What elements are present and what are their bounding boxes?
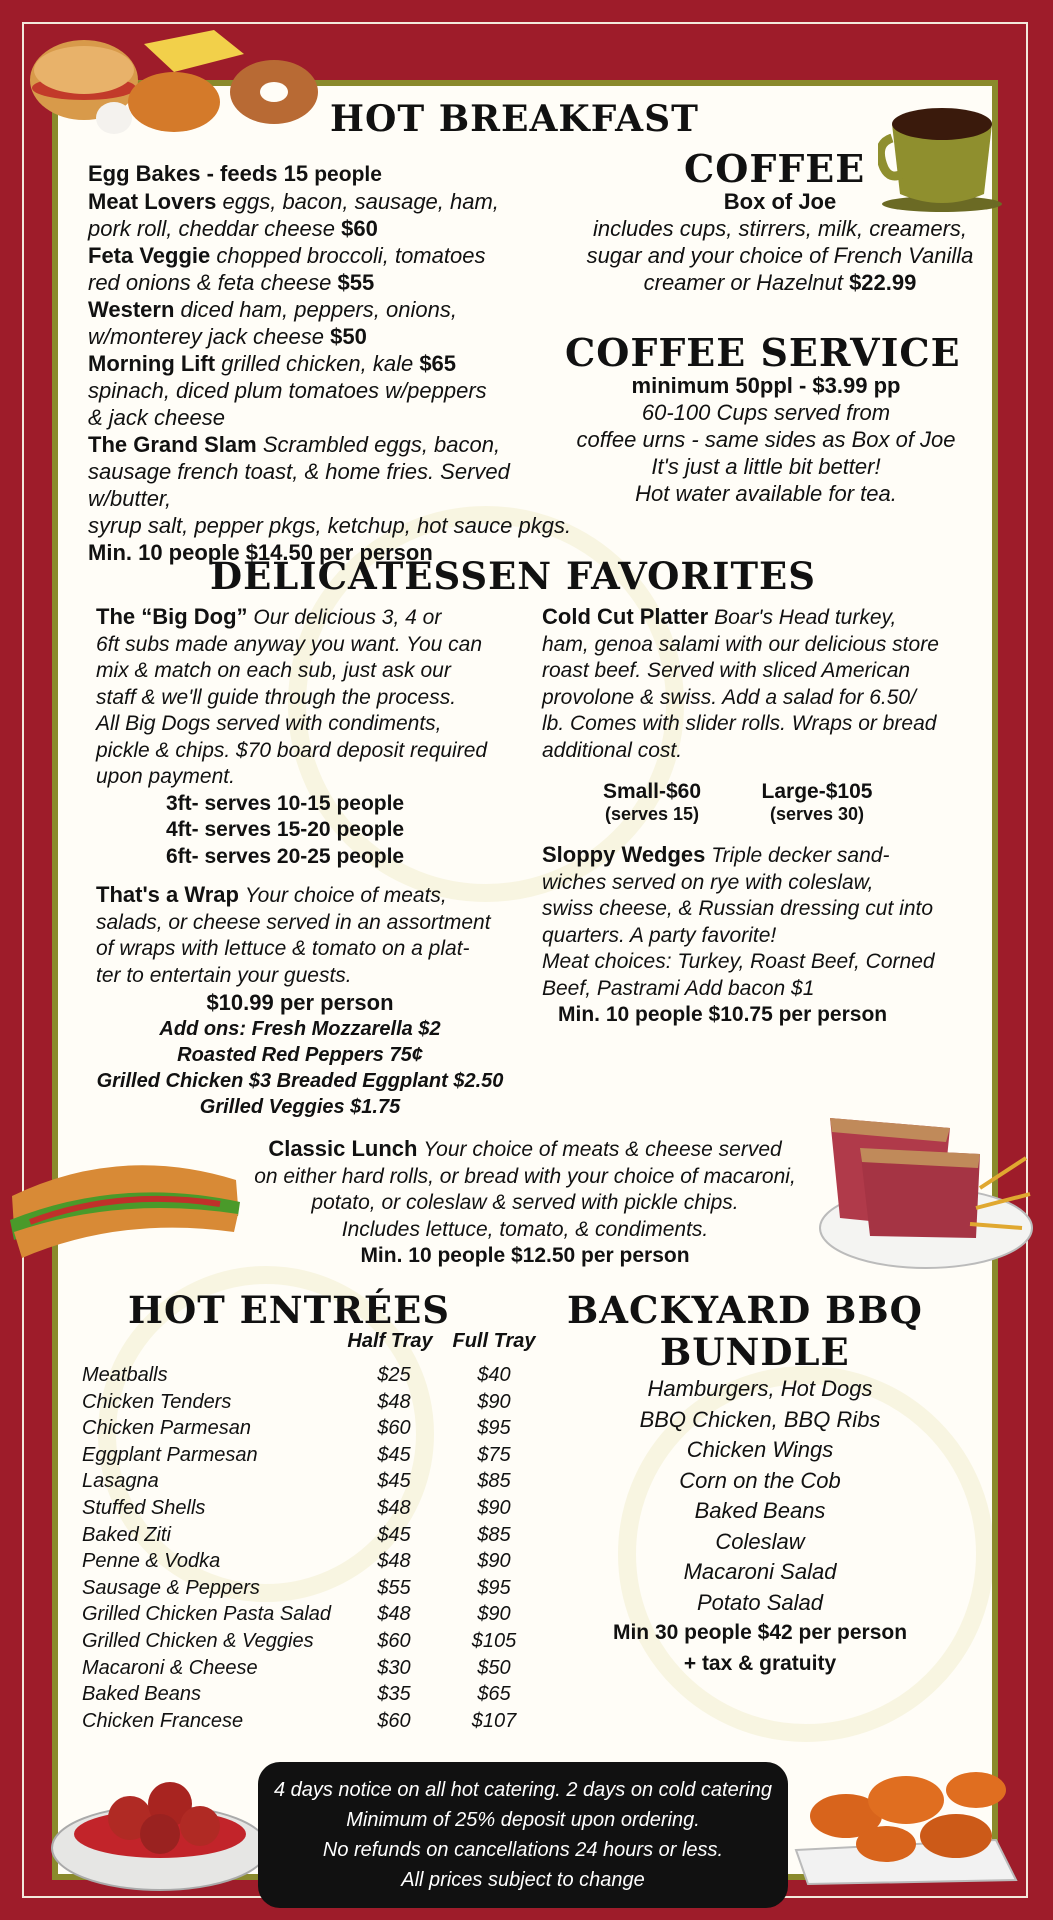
bbq-item: Baked Beans [694, 1498, 826, 1523]
coffee-section [580, 188, 980, 296]
table-row [82, 1444, 562, 1470]
sloppy-section [542, 842, 992, 1029]
coffee-desc: creamer or Hazelnut $22.99 [643, 270, 917, 295]
half-tray-price: $48 [377, 1550, 411, 1573]
cold-cut-small-serves: (serves 15) [604, 804, 700, 824]
half-tray-price: $25 [377, 1364, 411, 1386]
entree-name: Penne & Vodka [82, 1550, 221, 1573]
full-tray-price: $85 [477, 1523, 511, 1546]
full-tray-price: $90 [477, 1390, 511, 1413]
egg-bakes-suffix: people [314, 163, 382, 186]
big-dog-desc: pickle & chips. $70 board deposit required [96, 738, 488, 762]
big-dog-desc: All Big Dogs served with condiments, [96, 712, 442, 735]
big-dog-name: The “Big Dog” [96, 604, 248, 629]
wrap-desc: of wraps with lettuce & tomato on a plat- [96, 937, 470, 960]
hot-breakfast-section [88, 160, 578, 566]
table-row [82, 1417, 562, 1443]
table-row [82, 1710, 562, 1736]
classic-lunch-desc: potato, or coleslaw & served with pickle chips. [311, 1191, 739, 1214]
breakfast-pastries-icon [14, 14, 324, 140]
big-dog-size: 6ft- serves 20-25 people [166, 844, 405, 868]
deli-title: DELICATESSEN FAVORITES [210, 554, 816, 598]
wrap-price: $10.99 per person [206, 990, 394, 1015]
table-row [82, 1683, 562, 1709]
table-row [82, 1657, 562, 1683]
hot-entrees-table [82, 1330, 562, 1730]
notice-line: 4 days notice on all hot catering. 2 days on cold catering [273, 1779, 773, 1801]
entree-name: Grilled Chicken Pasta Salad [82, 1603, 332, 1626]
classic-lunch-name: Classic Lunch [268, 1136, 418, 1161]
half-tray-price: $60 [377, 1630, 411, 1652]
cold-cut-desc: additional cost. [542, 738, 683, 762]
coffee-service-subtitle: minimum 50ppl - $3.99 pp [631, 373, 901, 398]
table-row [82, 1630, 562, 1656]
sloppy-desc: Meat choices: Turkey, Roast Beef, Corned [542, 950, 935, 973]
half-tray-price: $48 [377, 1497, 411, 1519]
entree-name: Chicken Parmesan [82, 1417, 251, 1440]
notice-line: All prices subject to change [401, 1869, 645, 1891]
big-dog-size: 3ft- serves 10-15 people [166, 791, 405, 815]
big-dog-desc: upon payment. [96, 765, 235, 788]
menu-item-detail: w/monterey jack cheese $50 [88, 324, 367, 349]
half-tray-price: $48 [377, 1390, 411, 1413]
coffee-service-line: coffee urns - same sides as Box of Joe [576, 427, 956, 452]
cold-cut-name: Cold Cut Platter [542, 604, 709, 629]
cold-cut-large [747, 780, 887, 825]
sloppy-min: Min. 10 people $10.75 per person [558, 1003, 888, 1026]
wrap-section [96, 882, 536, 989]
table-row [82, 1603, 562, 1629]
full-tray-price: $90 [477, 1497, 511, 1519]
table-row [82, 1470, 562, 1496]
bbq-item: Hamburgers, Hot Dogs [647, 1376, 873, 1401]
big-dog-desc: Our delicious 3, 4 or [253, 606, 442, 629]
entree-name: Macaroni & Cheese [82, 1656, 258, 1679]
menu-item-detail: sausage french toast, & home fries. Served w/butter, [88, 459, 510, 511]
half-tray-price: $55 [377, 1576, 411, 1599]
entree-name: Baked Beans [82, 1683, 201, 1706]
table-header: Full Tray [452, 1330, 536, 1352]
classic-lunch-desc: Your choice of meats & cheese served [423, 1138, 782, 1161]
full-tray-price: $95 [477, 1576, 511, 1599]
wrap-pricing [80, 990, 520, 1120]
menu-item: Western diced ham, peppers, onions, [88, 297, 457, 322]
entree-name: Lasagna [82, 1470, 159, 1493]
menu-item-detail: syrup salt, pepper pkgs, ketchup, hot sauce pkgs. [88, 513, 572, 538]
half-tray-price: $48 [377, 1603, 411, 1626]
classic-lunch-desc: Includes lettuce, tomato, & condiments. [341, 1217, 709, 1241]
full-tray-price: $107 [471, 1709, 517, 1732]
cold-cut-small-price: Small-$60 [602, 780, 702, 803]
entree-name: Meatballs [82, 1364, 168, 1386]
table-row [82, 1497, 562, 1523]
sloppy-desc: Triple decker sand- [711, 844, 890, 867]
full-tray-price: $90 [477, 1550, 511, 1573]
entree-name: Baked Ziti [82, 1523, 171, 1546]
sloppy-desc: quarters. A party favorite! [542, 923, 777, 947]
menu-item-detail: red onions & feta cheese $55 [88, 270, 375, 295]
bbq-min: + tax & gratuity [683, 1651, 837, 1675]
cold-cut-desc: ham, genoa salami with our delicious store [542, 632, 939, 656]
notice-line: No refunds on cancellations 24 hours or less. [322, 1839, 724, 1861]
big-dog-desc: mix & match on each sub, just ask our [96, 659, 451, 682]
wrap-addon: Add ons: Fresh Mozzarella $2 [159, 1018, 441, 1040]
coffee-subtitle: Box of Joe [723, 189, 837, 214]
big-dog-desc: 6ft subs made anyway you want. You can [96, 632, 483, 656]
big-dog-desc: staff & we'll guide through the process. [96, 685, 457, 709]
full-tray-price: $95 [477, 1417, 511, 1440]
half-tray-price: $45 [377, 1470, 411, 1493]
half-tray-price: $45 [377, 1523, 411, 1546]
cold-cut-large-price: Large-$105 [761, 780, 873, 803]
half-tray-price: $60 [377, 1417, 411, 1440]
hot-entrees-title: HOT ENTRÉES [128, 1288, 451, 1332]
coffee-service-line: 60-100 Cups served from [641, 400, 891, 425]
classic-lunch-min: Min. 10 people $12.50 per person [360, 1244, 690, 1267]
entree-name: Chicken Francese [82, 1709, 244, 1732]
bbq-item: Corn on the Cob [679, 1467, 841, 1493]
coffee-title: COFFEE [684, 146, 866, 191]
wrap-name: That's a Wrap [96, 882, 239, 907]
cold-cut-desc: provolone & swiss. Add a salad for 6.50/ [542, 685, 916, 709]
entree-name: Chicken Tenders [82, 1390, 232, 1413]
full-tray-price: $50 [477, 1656, 511, 1679]
bbq-item: BBQ Chicken, BBQ Ribs [639, 1406, 881, 1432]
coffee-service-title: COFFEE SERVICE [565, 330, 961, 375]
table-row [82, 1577, 562, 1603]
coffee-desc: sugar and your choice of French Vanilla [586, 243, 974, 268]
wrap-addon: Grilled Chicken $3 Breaded Eggplant $2.50 [96, 1070, 504, 1092]
big-dog-section [96, 604, 526, 870]
menu-item-detail: & jack cheese [88, 405, 225, 430]
sloppy-desc: wiches served on rye with coleslaw, [542, 870, 874, 894]
half-tray-price: $30 [377, 1656, 411, 1679]
meatball-bowl-icon [40, 1748, 280, 1908]
bbq-item: Macaroni Salad [683, 1559, 837, 1584]
coffee-service-line: Hot water available for tea. [635, 481, 897, 506]
classic-lunch-section [240, 1136, 810, 1270]
coffee-desc: includes cups, stirrers, milk, creamers, [592, 216, 968, 241]
full-tray-price: $65 [477, 1683, 511, 1706]
hot-breakfast-title: HOT BREAKFAST [330, 98, 699, 140]
table-row [82, 1391, 562, 1417]
wrap-desc: Your choice of meats, [244, 884, 447, 907]
bbq-min: Min 30 people $42 per person [612, 1621, 908, 1644]
menu-item: Feta Veggie chopped broccoli, tomatoes [88, 243, 486, 268]
cold-cut-desc: Boar's Head turkey, [714, 606, 897, 629]
sloppy-name: Sloppy Wedges [542, 842, 706, 867]
bbq-item: Chicken Wings [686, 1437, 834, 1462]
table-header: Half Tray [347, 1330, 433, 1352]
wrap-desc: salads, or cheese served in an assortment [96, 910, 491, 934]
full-tray-price: $85 [477, 1470, 511, 1493]
grand-slam-min: Min. 10 people $14.50 per person [88, 540, 433, 565]
table-row [82, 1524, 562, 1550]
full-tray-price: $90 [477, 1603, 511, 1626]
coffee-service-line: It's just a little bit better! [651, 454, 881, 479]
wrap-addon: Grilled Veggies $1.75 [199, 1096, 401, 1118]
entree-name: Sausage & Peppers [82, 1576, 260, 1599]
cold-cut-desc: lb. Comes with slider rolls. Wraps or bread [542, 712, 937, 735]
catering-notice [258, 1762, 788, 1908]
cold-cut-small [582, 780, 722, 825]
table-row [82, 1550, 562, 1576]
grand-slam-item: The Grand Slam Scrambled eggs, bacon, [88, 432, 501, 457]
entree-name: Stuffed Shells [82, 1497, 206, 1519]
chicken-wings-icon [786, 1740, 1026, 1890]
wrap-addon: Roasted Red Peppers 75¢ [177, 1044, 423, 1066]
bbq-section [560, 1374, 960, 1679]
menu-item-detail: spinach, diced plum tomatoes w/peppers [88, 378, 487, 403]
egg-bakes-heading: Egg Bakes - feeds 15 [88, 161, 309, 186]
entree-name: Grilled Chicken & Veggies [82, 1630, 314, 1652]
bbq-title: BACKYARD BBQ [567, 1288, 923, 1332]
half-tray-price: $45 [377, 1443, 411, 1466]
table-row [82, 1364, 562, 1390]
half-tray-price: $35 [377, 1683, 411, 1706]
big-dog-size: 4ft- serves 15-20 people [166, 818, 405, 841]
menu-item: Morning Lift grilled chicken, kale $65 [88, 351, 457, 376]
classic-lunch-desc: on either hard rolls, or bread with your choice of macaroni, [254, 1164, 796, 1188]
sub-sandwich-icon [0, 1136, 255, 1266]
menu-item-detail: pork roll, cheddar cheese $60 [88, 216, 378, 241]
bbq-item: Potato Salad [697, 1589, 823, 1615]
full-tray-price: $75 [477, 1443, 511, 1466]
half-tray-price: $60 [377, 1709, 411, 1732]
notice-line: Minimum of 25% deposit upon ordering. [346, 1809, 700, 1831]
sloppy-desc: Beef, Pastrami Add bacon $1 [542, 976, 815, 1000]
full-tray-price: $105 [471, 1630, 517, 1652]
cold-cut-large-serves: (serves 30) [769, 804, 865, 824]
wrap-desc: ter to entertain your guests. [96, 963, 352, 987]
entree-name: Eggplant Parmesan [82, 1443, 258, 1466]
bbq-item: Coleslaw [715, 1528, 805, 1554]
cold-cut-section [542, 604, 992, 764]
full-tray-price: $40 [477, 1364, 511, 1386]
bbq-title: BUNDLE [660, 1330, 850, 1374]
cold-cut-desc: roast beef. Served with sliced American [542, 659, 911, 682]
coffee-service-section [566, 372, 966, 507]
deli-sandwich-plate-icon [800, 1098, 1036, 1276]
sloppy-desc: swiss cheese, & Russian dressing cut into [542, 897, 934, 920]
menu-item: Meat Lovers eggs, bacon, sausage, ham, [88, 189, 499, 214]
